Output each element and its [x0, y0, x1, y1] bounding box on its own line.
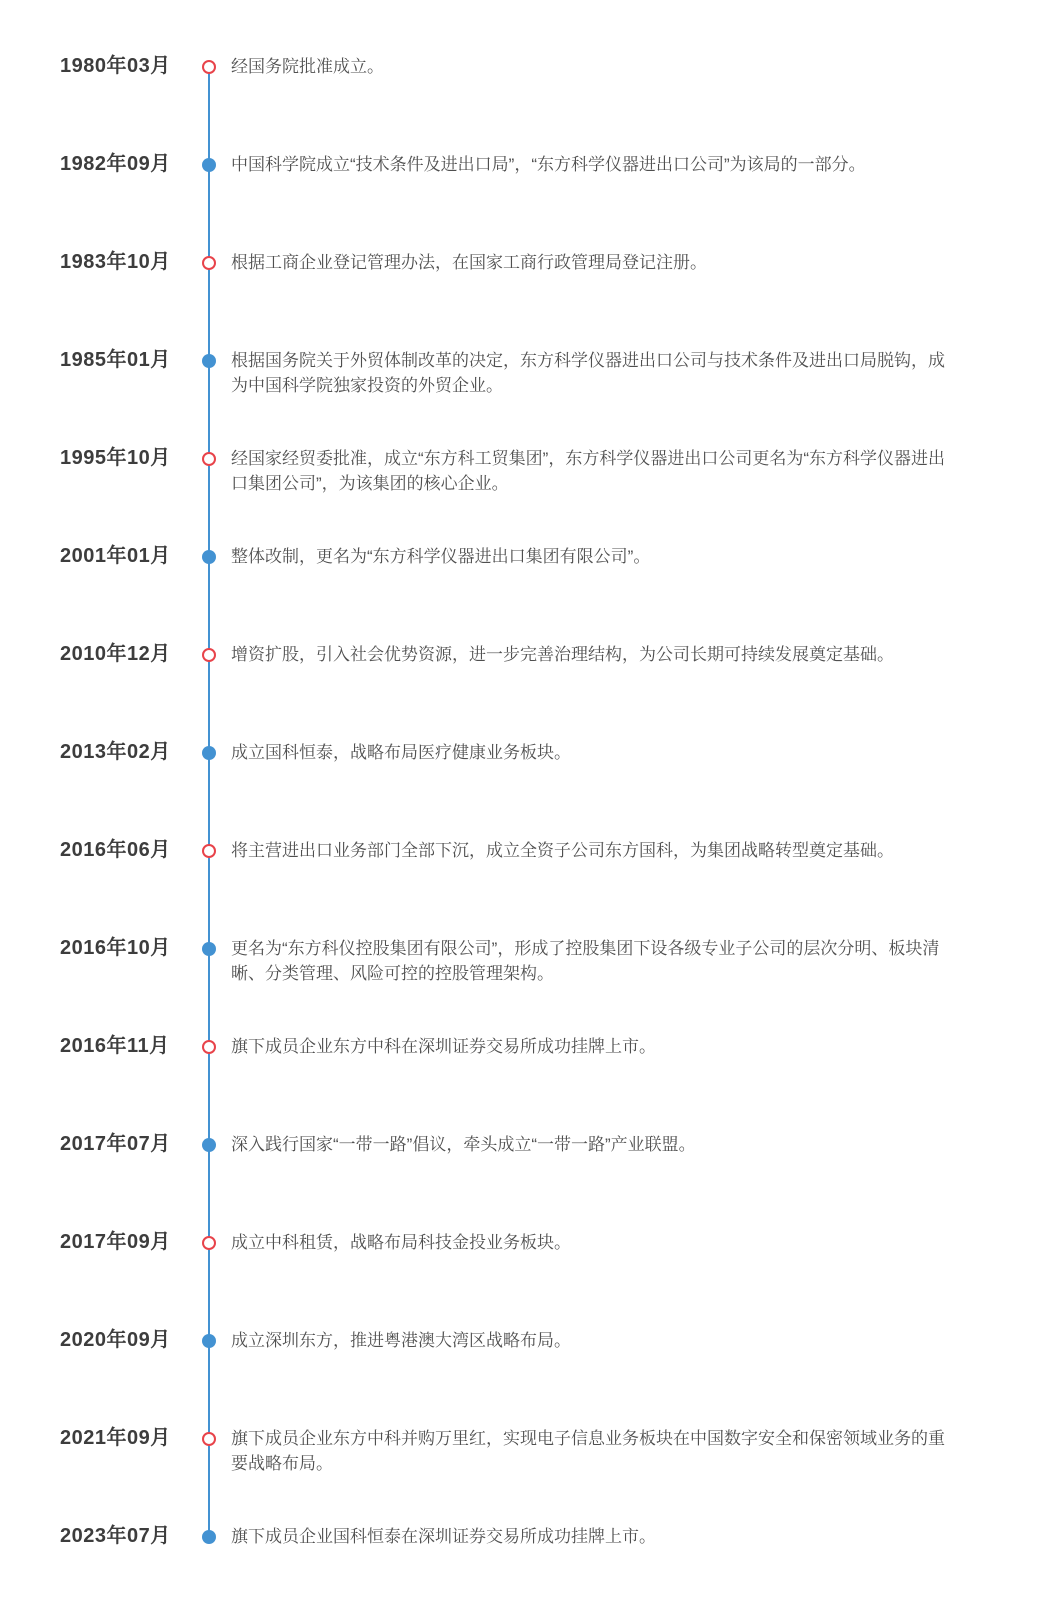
timeline-date: 1995年10月: [60, 447, 171, 469]
timeline-item: [0, 740, 1064, 838]
timeline-marker-icon: [202, 844, 216, 858]
timeline-date: 2017年07月: [60, 1133, 171, 1155]
timeline-rows: [0, 54, 1064, 1600]
timeline-item: [0, 1034, 1064, 1132]
timeline-description: 整体改制，更名为“东方科学仪器进出口集团有限公司”。: [231, 547, 651, 566]
timeline-item: [0, 54, 1064, 152]
timeline-marker-icon: [202, 746, 216, 760]
timeline-description: 经国务院批准成立。: [231, 57, 384, 76]
timeline-description: 旗下成员企业东方中科在深圳证券交易所成功挂牌上市。: [231, 1037, 656, 1056]
timeline-date: 2016年11月: [60, 1035, 170, 1057]
timeline-item: [0, 1230, 1064, 1328]
timeline-date: 2010年12月: [60, 643, 171, 665]
timeline-description: 根据国务院关于外贸体制改革的决定，东方科学仪器进出口公司与技术条件及进出口局脱钩，成为中国科学院独家投资的外贸企业。: [231, 351, 945, 395]
timeline-description: 旗下成员企业国科恒泰在深圳证券交易所成功挂牌上市。: [231, 1527, 656, 1546]
timeline-item: [0, 1132, 1064, 1230]
timeline-date: 1985年01月: [60, 349, 171, 371]
timeline-date: 2023年07月: [60, 1525, 171, 1547]
timeline-item: [0, 936, 1064, 1034]
timeline-date: 2020年09月: [60, 1329, 171, 1351]
timeline-date: 2013年02月: [60, 741, 171, 763]
timeline-item: [0, 446, 1064, 544]
timeline-date: 2001年01月: [60, 545, 171, 567]
timeline-item: [0, 1524, 1064, 1600]
timeline-description: 经国家经贸委批准，成立“东方科工贸集团”，东方科学仪器进出口公司更名为“东方科学仪器进出口集团公司”，为该集团的核心企业。: [231, 449, 945, 493]
timeline-item: [0, 1426, 1064, 1524]
timeline-marker-icon: [202, 452, 216, 466]
timeline-description: 旗下成员企业东方中科并购万里红，实现电子信息业务板块在中国数字安全和保密领域业务的重要战略布局。: [231, 1429, 945, 1473]
timeline-description: 将主营进出口业务部门全部下沉，成立全资子公司东方国科，为集团战略转型奠定基础。: [231, 841, 894, 860]
timeline-description: 成立国科恒泰，战略布局医疗健康业务板块。: [231, 743, 571, 762]
timeline-item: [0, 152, 1064, 250]
timeline-marker-icon: [202, 1138, 216, 1152]
timeline-marker-icon: [202, 158, 216, 172]
timeline-marker-icon: [202, 550, 216, 564]
timeline-marker-icon: [202, 354, 216, 368]
timeline-date: 2021年09月: [60, 1427, 171, 1449]
timeline-item: [0, 1328, 1064, 1426]
timeline-date: 2016年10月: [60, 937, 171, 959]
timeline-marker-icon: [202, 942, 216, 956]
timeline-item: [0, 348, 1064, 446]
timeline-marker-icon: [202, 1432, 216, 1446]
timeline-date: 1983年10月: [60, 251, 171, 273]
timeline-marker-icon: [202, 1334, 216, 1348]
timeline-description: 更名为“东方科仪控股集团有限公司”，形成了控股集团下设各级专业子公司的层次分明、板块清晰、分类管理、风险可控的控股管理架构。: [231, 939, 940, 983]
timeline-description: 中国科学院成立“技术条件及进出口局”，“东方科学仪器进出口公司”为该局的一部分。: [231, 155, 866, 174]
timeline-item: [0, 642, 1064, 740]
timeline-item: [0, 544, 1064, 642]
timeline-date: 2017年09月: [60, 1231, 171, 1253]
timeline-marker-icon: [202, 1530, 216, 1544]
timeline-date: 2016年06月: [60, 839, 171, 861]
timeline-item: [0, 838, 1064, 936]
timeline-marker-icon: [202, 256, 216, 270]
timeline-description: 成立中科租赁，战略布局科技金投业务板块。: [231, 1233, 571, 1252]
timeline-date: 1982年09月: [60, 153, 171, 175]
timeline-marker-icon: [202, 60, 216, 74]
timeline-item: [0, 250, 1064, 348]
timeline-description: 增资扩股，引入社会优势资源，进一步完善治理结构，为公司长期可持续发展奠定基础。: [231, 645, 894, 664]
timeline-description: 根据工商企业登记管理办法，在国家工商行政管理局登记注册。: [231, 253, 707, 272]
timeline-marker-icon: [202, 1236, 216, 1250]
timeline-date: 1980年03月: [60, 55, 171, 77]
timeline-marker-icon: [202, 648, 216, 662]
timeline-description: 成立深圳东方，推进粤港澳大湾区战略布局。: [231, 1331, 571, 1350]
timeline-description: 深入践行国家“一带一路”倡议，牵头成立“一带一路”产业联盟。: [231, 1135, 696, 1154]
timeline-marker-icon: [202, 1040, 216, 1054]
